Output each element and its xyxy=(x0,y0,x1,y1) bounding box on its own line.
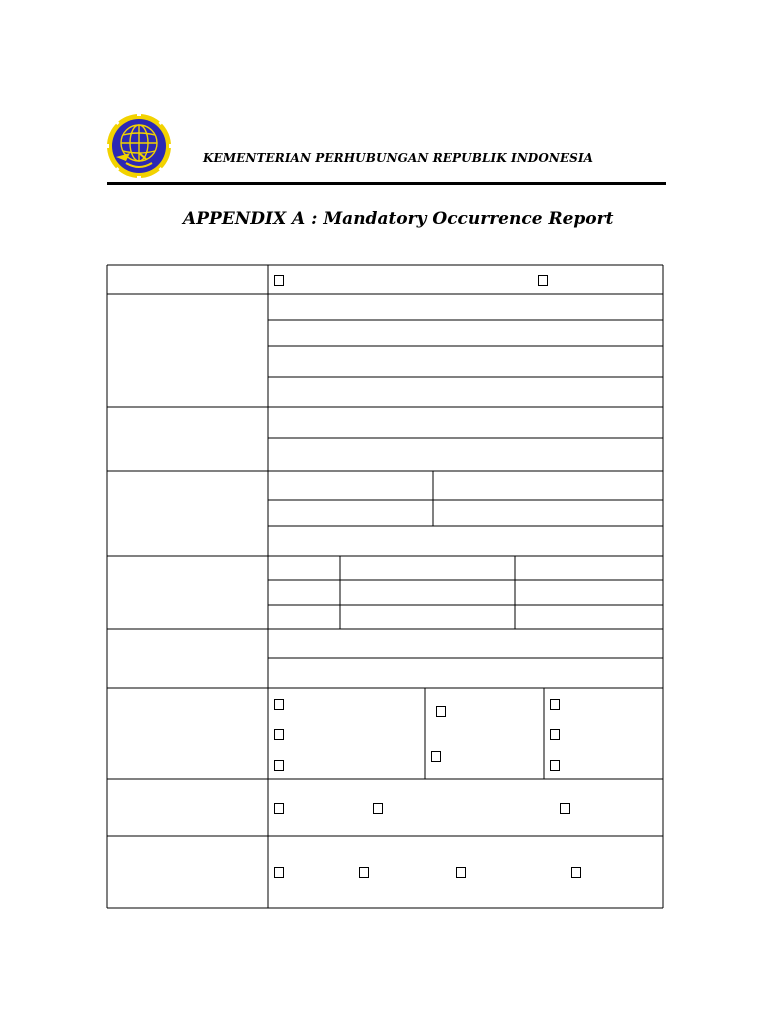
section-1-option-2-checkbox[interactable] xyxy=(538,275,548,286)
section-8-option-2-checkbox[interactable] xyxy=(373,803,383,814)
section-7-col-3-option-3-checkbox[interactable] xyxy=(550,760,560,771)
section-9-option-1-checkbox[interactable] xyxy=(274,867,284,878)
section-7-col-1-option-2-checkbox[interactable] xyxy=(274,729,284,740)
section-7-col-3-option-2-checkbox[interactable] xyxy=(550,729,560,740)
section-1-option-1-checkbox[interactable] xyxy=(274,275,284,286)
section-9-option-3-checkbox[interactable] xyxy=(456,867,466,878)
section-7-col-2-option-2-checkbox[interactable] xyxy=(431,751,441,762)
section-7-col-1-option-3-checkbox[interactable] xyxy=(274,760,284,771)
section-9-option-4-checkbox[interactable] xyxy=(571,867,581,878)
section-9-option-2-checkbox[interactable] xyxy=(359,867,369,878)
ministry-name: KEMENTERIAN PERHUBUNGAN REPUBLIK INDONESIA xyxy=(203,151,594,165)
section-7-col-3-option-1-checkbox[interactable] xyxy=(550,699,560,710)
section-8-option-1-checkbox[interactable] xyxy=(274,803,284,814)
section-7-col-2-option-1-checkbox[interactable] xyxy=(436,706,446,717)
section-7-col-1-option-1-checkbox[interactable] xyxy=(274,699,284,710)
page-title: APPENDIX A : Mandatory Occurrence Report xyxy=(183,209,614,229)
section-8-option-3-checkbox[interactable] xyxy=(560,803,570,814)
